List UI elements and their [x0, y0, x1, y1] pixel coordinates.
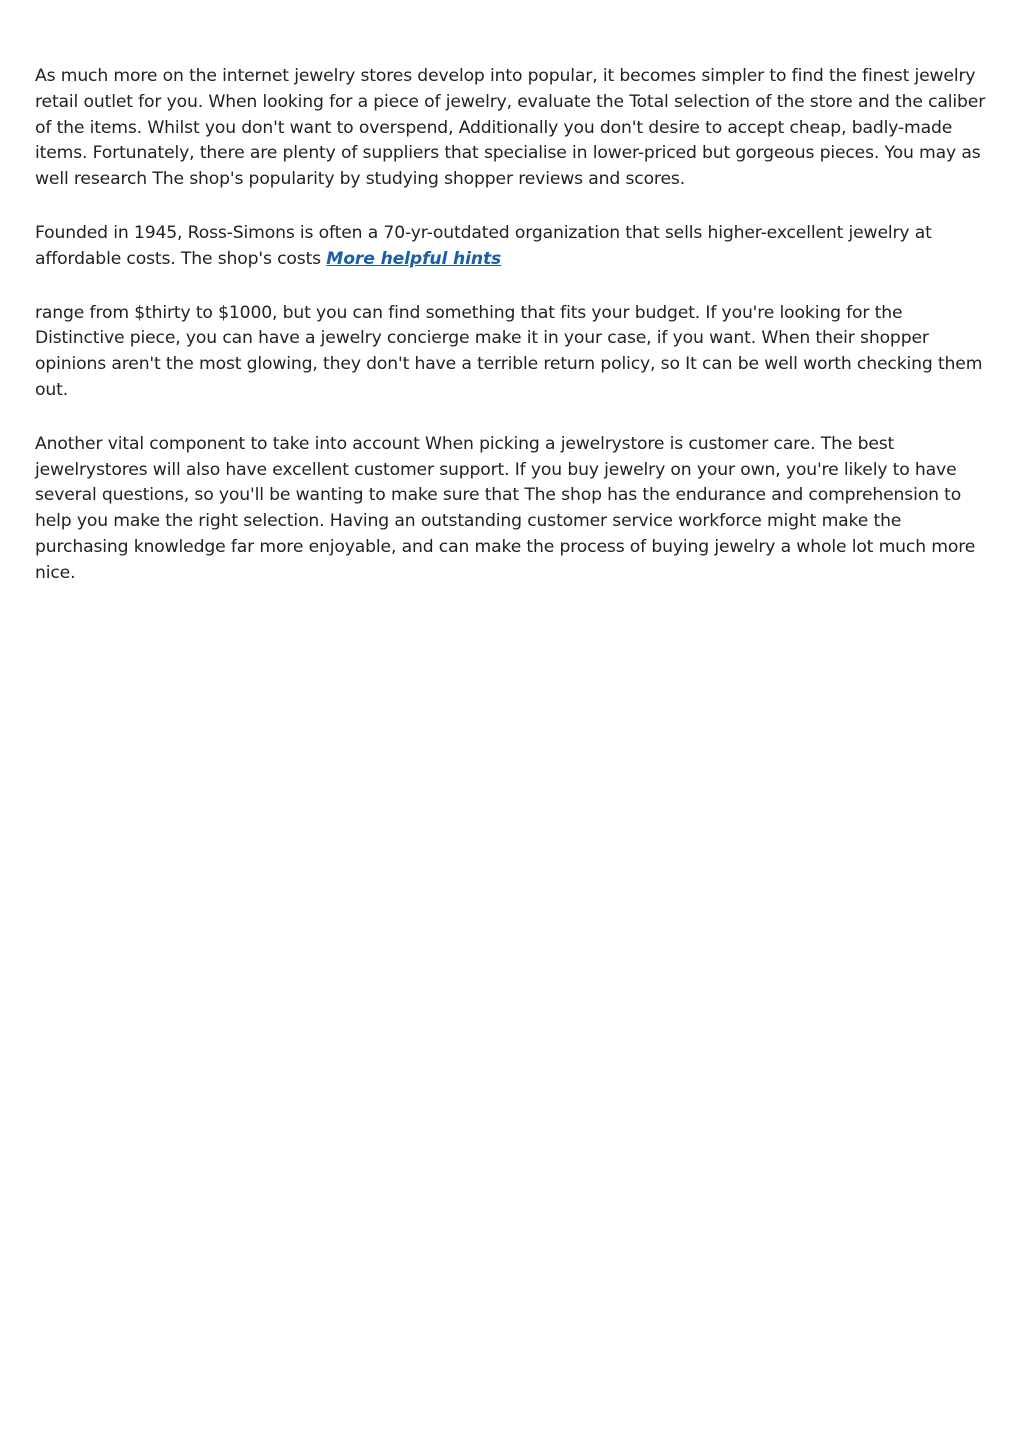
paragraph-price-range — [35, 301, 990, 404]
more-helpful-hints-link[interactable]: More helpful hints — [326, 248, 502, 269]
paragraph-customer-care — [35, 432, 990, 587]
paragraph-ross-simons — [35, 221, 990, 273]
document-body — [35, 64, 990, 615]
paragraph-text: As much more on the internet jewelry stores develop into popular, it becomes simpler to find the finest jewelry retail outlet for you. When looking for a piece of jewelry, evaluate the Total selection of the store and the caliber of the items. Whilst you don't want to overspend, Additionally you don't desire to accept cheap, badly-made items. Fortunately, there are plenty of suppliers that specialise in lower-priced but gorgeous pieces. You may as well research The shop's popularity by studying shopper reviews and scores. — [35, 66, 986, 190]
paragraph-text: range from $thirty to $1000, but you can find something that fits your budget. If you're looking for the Distinctive piece, you can have a jewelry concierge make it in your case, if you want. When their shopper opinions aren't the most glowing, they don't have a terrible return policy, so It can be well worth checking them out. — [35, 302, 983, 400]
paragraph-text: Founded in 1945, Ross-Simons is often a 70-yr-outdated organization that sells higher-excellent jewelry at affordable costs. The shop's costs — [35, 222, 932, 269]
paragraph-intro — [35, 64, 990, 193]
paragraph-text: Another vital component to take into account When picking a jewelrystore is customer care. The best jewelrystores will also have excellent customer support. If you buy jewelry on your own, you're likely to have several questions, so you'll be wanting to make sure that The shop has the endurance and comprehension to help you make the right selection. Having an outstanding customer service workforce might make the purchasing knowledge far more enjoyable, and can make the process of buying jewelry a whole lot much more nice. — [35, 433, 976, 583]
